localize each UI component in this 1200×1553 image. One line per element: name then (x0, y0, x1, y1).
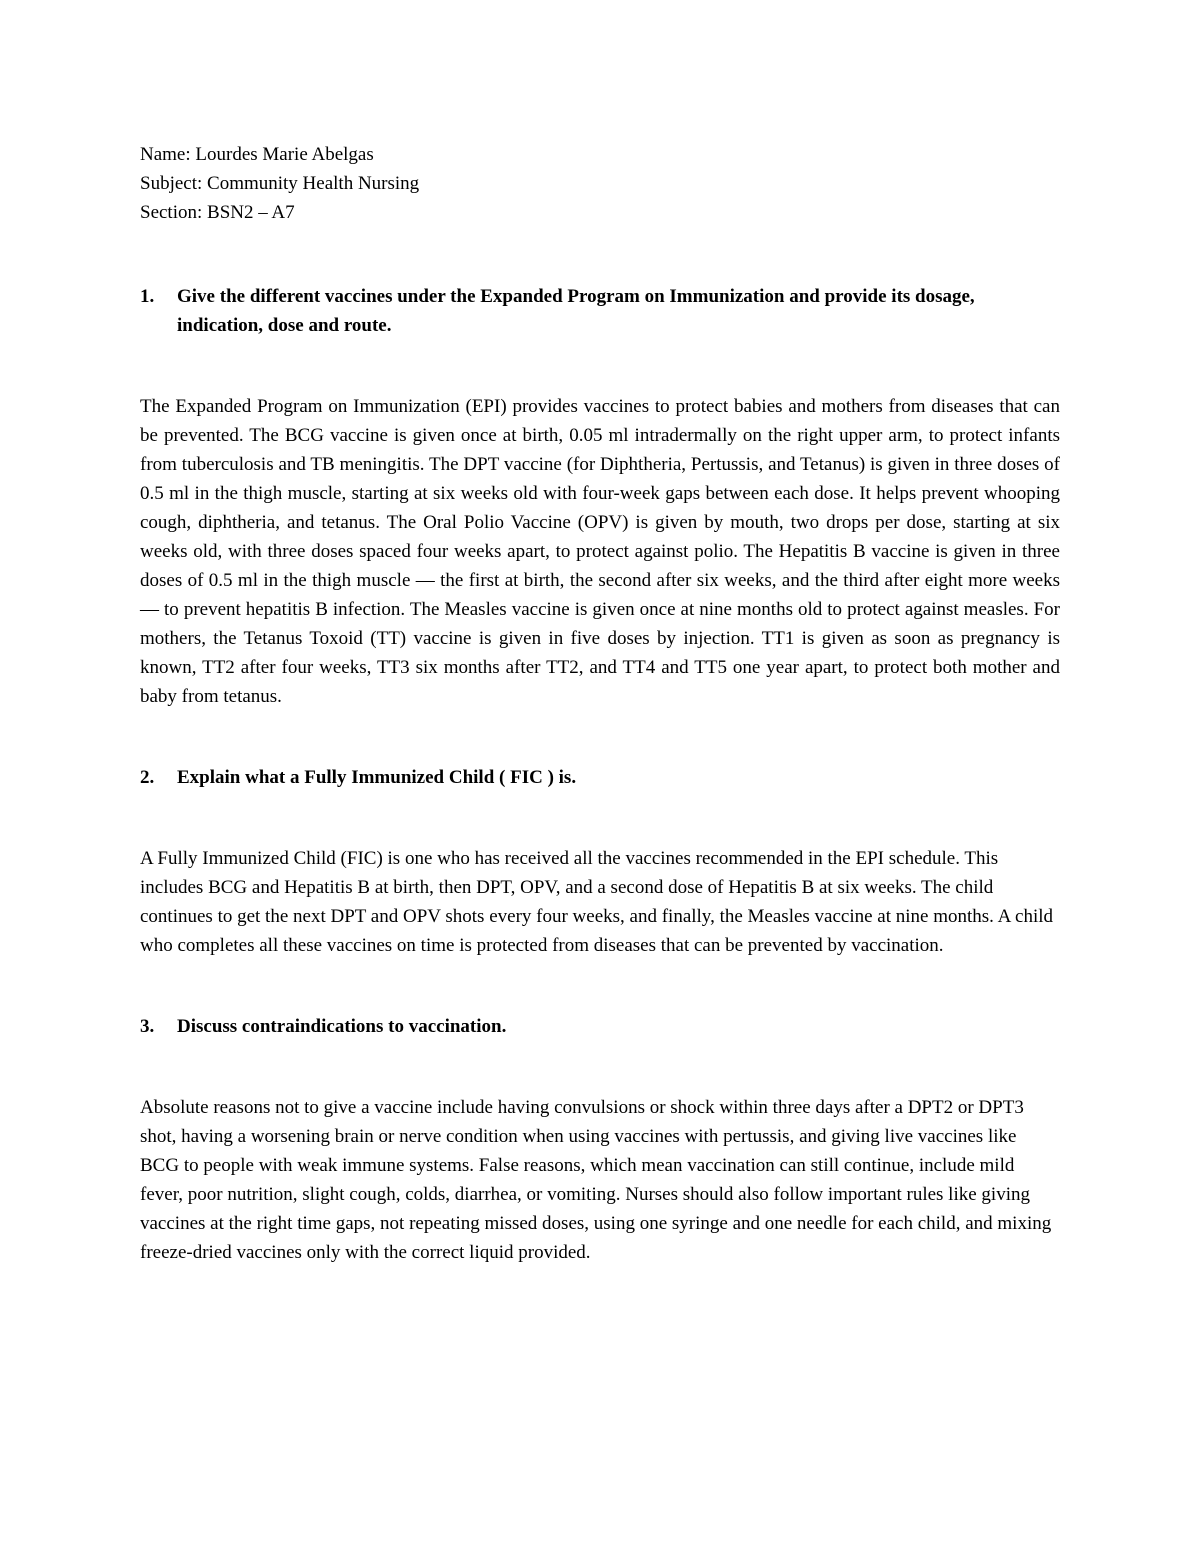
section-line: Section: BSN2 – A7 (140, 202, 295, 223)
question-3 (140, 1012, 1060, 1041)
question-2 (140, 763, 1060, 792)
question-text: Explain what a Fully Immunized Child ( FIC ) is. (177, 767, 577, 788)
question-1 (140, 282, 1057, 340)
question-number: 3. (140, 1016, 155, 1037)
student-header (140, 140, 1060, 227)
question-number: 2. (140, 767, 155, 788)
question-block-1 (140, 282, 1060, 711)
answer-2: A Fully Immunized Child (FIC) is one who has received all the vaccines recommended in the EPI schedule. This includes BCG and Hepatitis B at birth, then DPT, OPV, and a second dose of Hepatitis B at six weeks. The child continues to get the next DPT and OPV shots every four weeks, and finally, the Measles vaccine at nine months. A child who completes all these vaccines on time is protected from diseases that can be prevented by vaccination. (140, 848, 1054, 956)
subject-line: Subject: Community Health Nursing (140, 173, 420, 194)
question-text: Discuss contraindications to vaccination. (177, 1016, 507, 1037)
question-text: Give the different vaccines under the Expanded Program on Immunization and provide its dosage, indication, dose and route. (177, 286, 975, 336)
document-page (140, 140, 1060, 1267)
question-block-3 (140, 1012, 1060, 1267)
question-number: 1. (140, 286, 155, 307)
answer-3: Absolute reasons not to give a vaccine include having convulsions or shock within three days after a DPT2 or DPT3 shot, having a worsening brain or nerve condition when using vaccines with pertussis, and giving live vaccines like BCG to people with weak immune systems. False reasons, which mean vaccination can still continue, include mild fever, poor nutrition, slight cough, colds, diarrhea, or vomiting. Nurses should also follow important rules like giving vaccines at the right time gaps, not repeating missed doses, using one syringe and one needle for each child, and mixing freeze-dried vaccines only with the correct liquid provided. (140, 1097, 1052, 1263)
question-block-2 (140, 763, 1060, 960)
student-name: Name: Lourdes Marie Abelgas (140, 144, 374, 165)
answer-1: The Expanded Program on Immunization (EPI) provides vaccines to protect babies and mothers from diseases that can be prevented. The BCG vaccine is given once at birth, 0.05 ml intradermally on the right upper arm, to protect infants from tuberculosis and TB meningitis. The DPT vaccine (for Diphtheria, Pertussis, and Tetanus) is given in three doses of 0.5 ml in the thigh muscle, starting at six weeks old with four-week gaps between each dose. It helps prevent whooping cough, diphtheria, and tetanus. The Oral Polio Vaccine (OPV) is given by mouth, two drops per dose, starting at six weeks old, with three doses spaced four weeks apart, to protect against polio. The Hepatitis B vaccine is given in three doses of 0.5 ml in the thigh muscle — the first at birth, the second after six weeks, and the third after eight more weeks — to prevent hepatitis B infection. The Measles vaccine is given once at nine months old to protect against measles. For mothers, the Tetanus Toxoid (TT) vaccine is given in five doses by injection. TT1 is given as soon as pregnancy is known, TT2 after four weeks, TT3 six months after TT2, and TT4 and TT5 one year apart, to protect both mother and baby from tetanus. (140, 396, 1060, 707)
